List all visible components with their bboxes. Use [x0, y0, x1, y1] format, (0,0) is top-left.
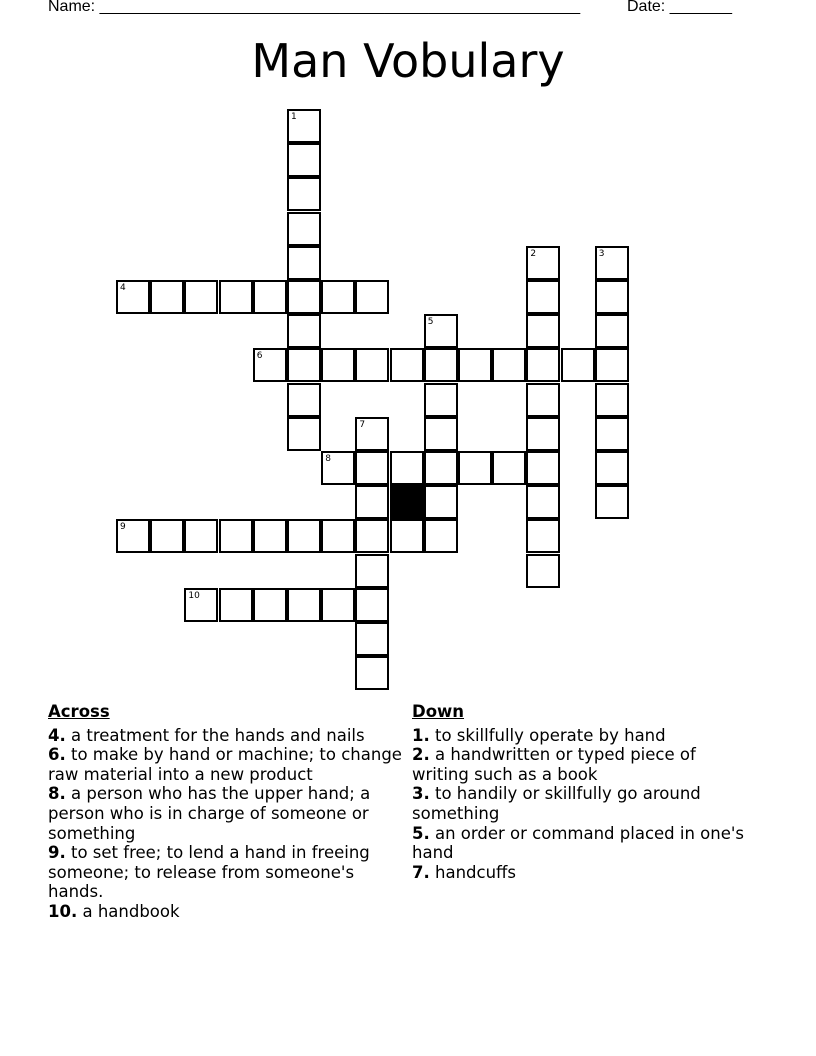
grid-cell[interactable] [287, 109, 321, 143]
grid-cell[interactable] [355, 280, 389, 314]
name-field-line: Name: ______________________________________________________ [48, 0, 581, 15]
grid-cell[interactable] [492, 348, 526, 382]
grid-cell[interactable] [287, 280, 321, 314]
grid-cell[interactable] [595, 246, 629, 280]
grid-cell[interactable] [526, 451, 560, 485]
clue-number: 3 [598, 248, 605, 259]
grid-cell[interactable] [321, 519, 355, 553]
grid-cell[interactable] [150, 280, 184, 314]
grid-cell[interactable] [390, 451, 424, 485]
clue-number: 6 [256, 351, 263, 362]
grid-cell[interactable] [595, 280, 629, 314]
across-clue: 4. a treatment for the hands and nails [48, 725, 365, 745]
grid-cell[interactable] [321, 451, 355, 485]
grid-cell[interactable] [116, 280, 150, 314]
grid-cell[interactable] [253, 348, 287, 382]
clue-number: 2 [530, 248, 537, 259]
clue-number: 5 [427, 317, 434, 328]
grid-cell[interactable] [424, 417, 458, 451]
grid-cell[interactable] [526, 554, 560, 588]
clue-number: 7 [359, 419, 366, 430]
across-clue: 6. to make by hand or machine; to change raw material into a new product [48, 745, 402, 784]
grid-cell[interactable] [321, 280, 355, 314]
grid-cell[interactable] [355, 485, 389, 519]
across-clue: 8. a person who has the upper hand; a person who is in charge of someone or something [48, 784, 371, 843]
grid-cell[interactable] [287, 177, 321, 211]
grid-cell[interactable] [184, 519, 218, 553]
across-heading: Across [48, 702, 110, 721]
grid-cell[interactable] [526, 348, 560, 382]
grid-cell[interactable] [526, 246, 560, 280]
grid-cell[interactable] [184, 280, 218, 314]
grid-cell[interactable] [595, 485, 629, 519]
clue-number: 8 [325, 454, 331, 464]
clue-number: 9 [120, 522, 126, 533]
grid-cell[interactable] [390, 348, 424, 382]
clue-number: 1 [291, 112, 297, 122]
grid-cell[interactable] [287, 519, 321, 553]
down-clue: 2. a handwritten or typed piece of writing such as a book [412, 745, 696, 784]
grid-cell[interactable] [390, 519, 424, 553]
down-clue: 7. handcuffs [412, 862, 516, 882]
grid-cell[interactable] [526, 485, 560, 519]
across-clues [48, 702, 410, 922]
grid-cell[interactable] [492, 451, 526, 485]
grid-cell[interactable] [424, 348, 458, 382]
grid-cell[interactable] [219, 280, 253, 314]
grid-cell[interactable] [595, 348, 629, 382]
down-clue: 1. to skillfully operate by hand [412, 725, 666, 745]
grid-cell[interactable] [321, 588, 355, 622]
grid-cell[interactable] [150, 519, 184, 553]
grid-cell[interactable] [355, 417, 389, 451]
across-clue: 10. a handbook [48, 901, 180, 921]
grid-cell[interactable] [595, 451, 629, 485]
grid-cell[interactable] [287, 588, 321, 622]
grid-cell[interactable] [526, 383, 560, 417]
grid-cell[interactable] [355, 622, 389, 656]
grid-cell[interactable] [321, 348, 355, 382]
across-clue: 9. to set free; to lend a hand in freeing someone; to release from someone's hands. [48, 843, 370, 902]
grid-cell[interactable] [287, 417, 321, 451]
grid-cell[interactable] [458, 348, 492, 382]
down-clue: 3. to handily or skillfully go around something [412, 784, 701, 823]
grid-cell[interactable] [526, 314, 560, 348]
page-title: Man Vobulary [251, 34, 565, 88]
grid-cell[interactable] [424, 383, 458, 417]
black-cell [390, 485, 424, 519]
grid-cell[interactable] [526, 417, 560, 451]
grid-cell[interactable] [595, 417, 629, 451]
clue-number: 4 [120, 283, 126, 293]
grid-cell[interactable] [355, 451, 389, 485]
grid-cell[interactable] [287, 314, 321, 348]
down-heading: Down [412, 702, 465, 721]
grid-cell[interactable] [424, 314, 458, 348]
grid-cell[interactable] [424, 519, 458, 553]
grid-cell[interactable] [424, 451, 458, 485]
grid-cell[interactable] [287, 383, 321, 417]
grid-cell[interactable] [219, 519, 253, 553]
grid-cell[interactable] [355, 656, 389, 690]
grid-cell[interactable] [526, 519, 560, 553]
grid-cell[interactable] [116, 519, 150, 553]
grid-cell[interactable] [253, 519, 287, 553]
grid-cell[interactable] [287, 348, 321, 382]
grid-cell[interactable] [561, 348, 595, 382]
clue-number: 10 [188, 590, 200, 601]
grid-cell[interactable] [595, 314, 629, 348]
grid-cell[interactable] [595, 383, 629, 417]
grid-cell[interactable] [355, 588, 389, 622]
grid-cell[interactable] [287, 143, 321, 177]
grid-cell[interactable] [287, 212, 321, 246]
grid-cell[interactable] [253, 588, 287, 622]
grid-cell[interactable] [253, 280, 287, 314]
grid-cell[interactable] [355, 554, 389, 588]
grid-cell[interactable] [526, 280, 560, 314]
down-clue: 5. an order or command placed in one's hand [412, 823, 745, 863]
down-clues [412, 702, 752, 882]
grid-cell[interactable] [355, 519, 389, 553]
grid-cell[interactable] [458, 451, 492, 485]
grid-cell[interactable] [184, 588, 218, 622]
grid-cell[interactable] [287, 246, 321, 280]
grid-cell[interactable] [424, 485, 458, 519]
grid-cell[interactable] [355, 348, 389, 382]
date-field-line: Date: _______ [627, 0, 732, 15]
grid-cell[interactable] [219, 588, 253, 622]
